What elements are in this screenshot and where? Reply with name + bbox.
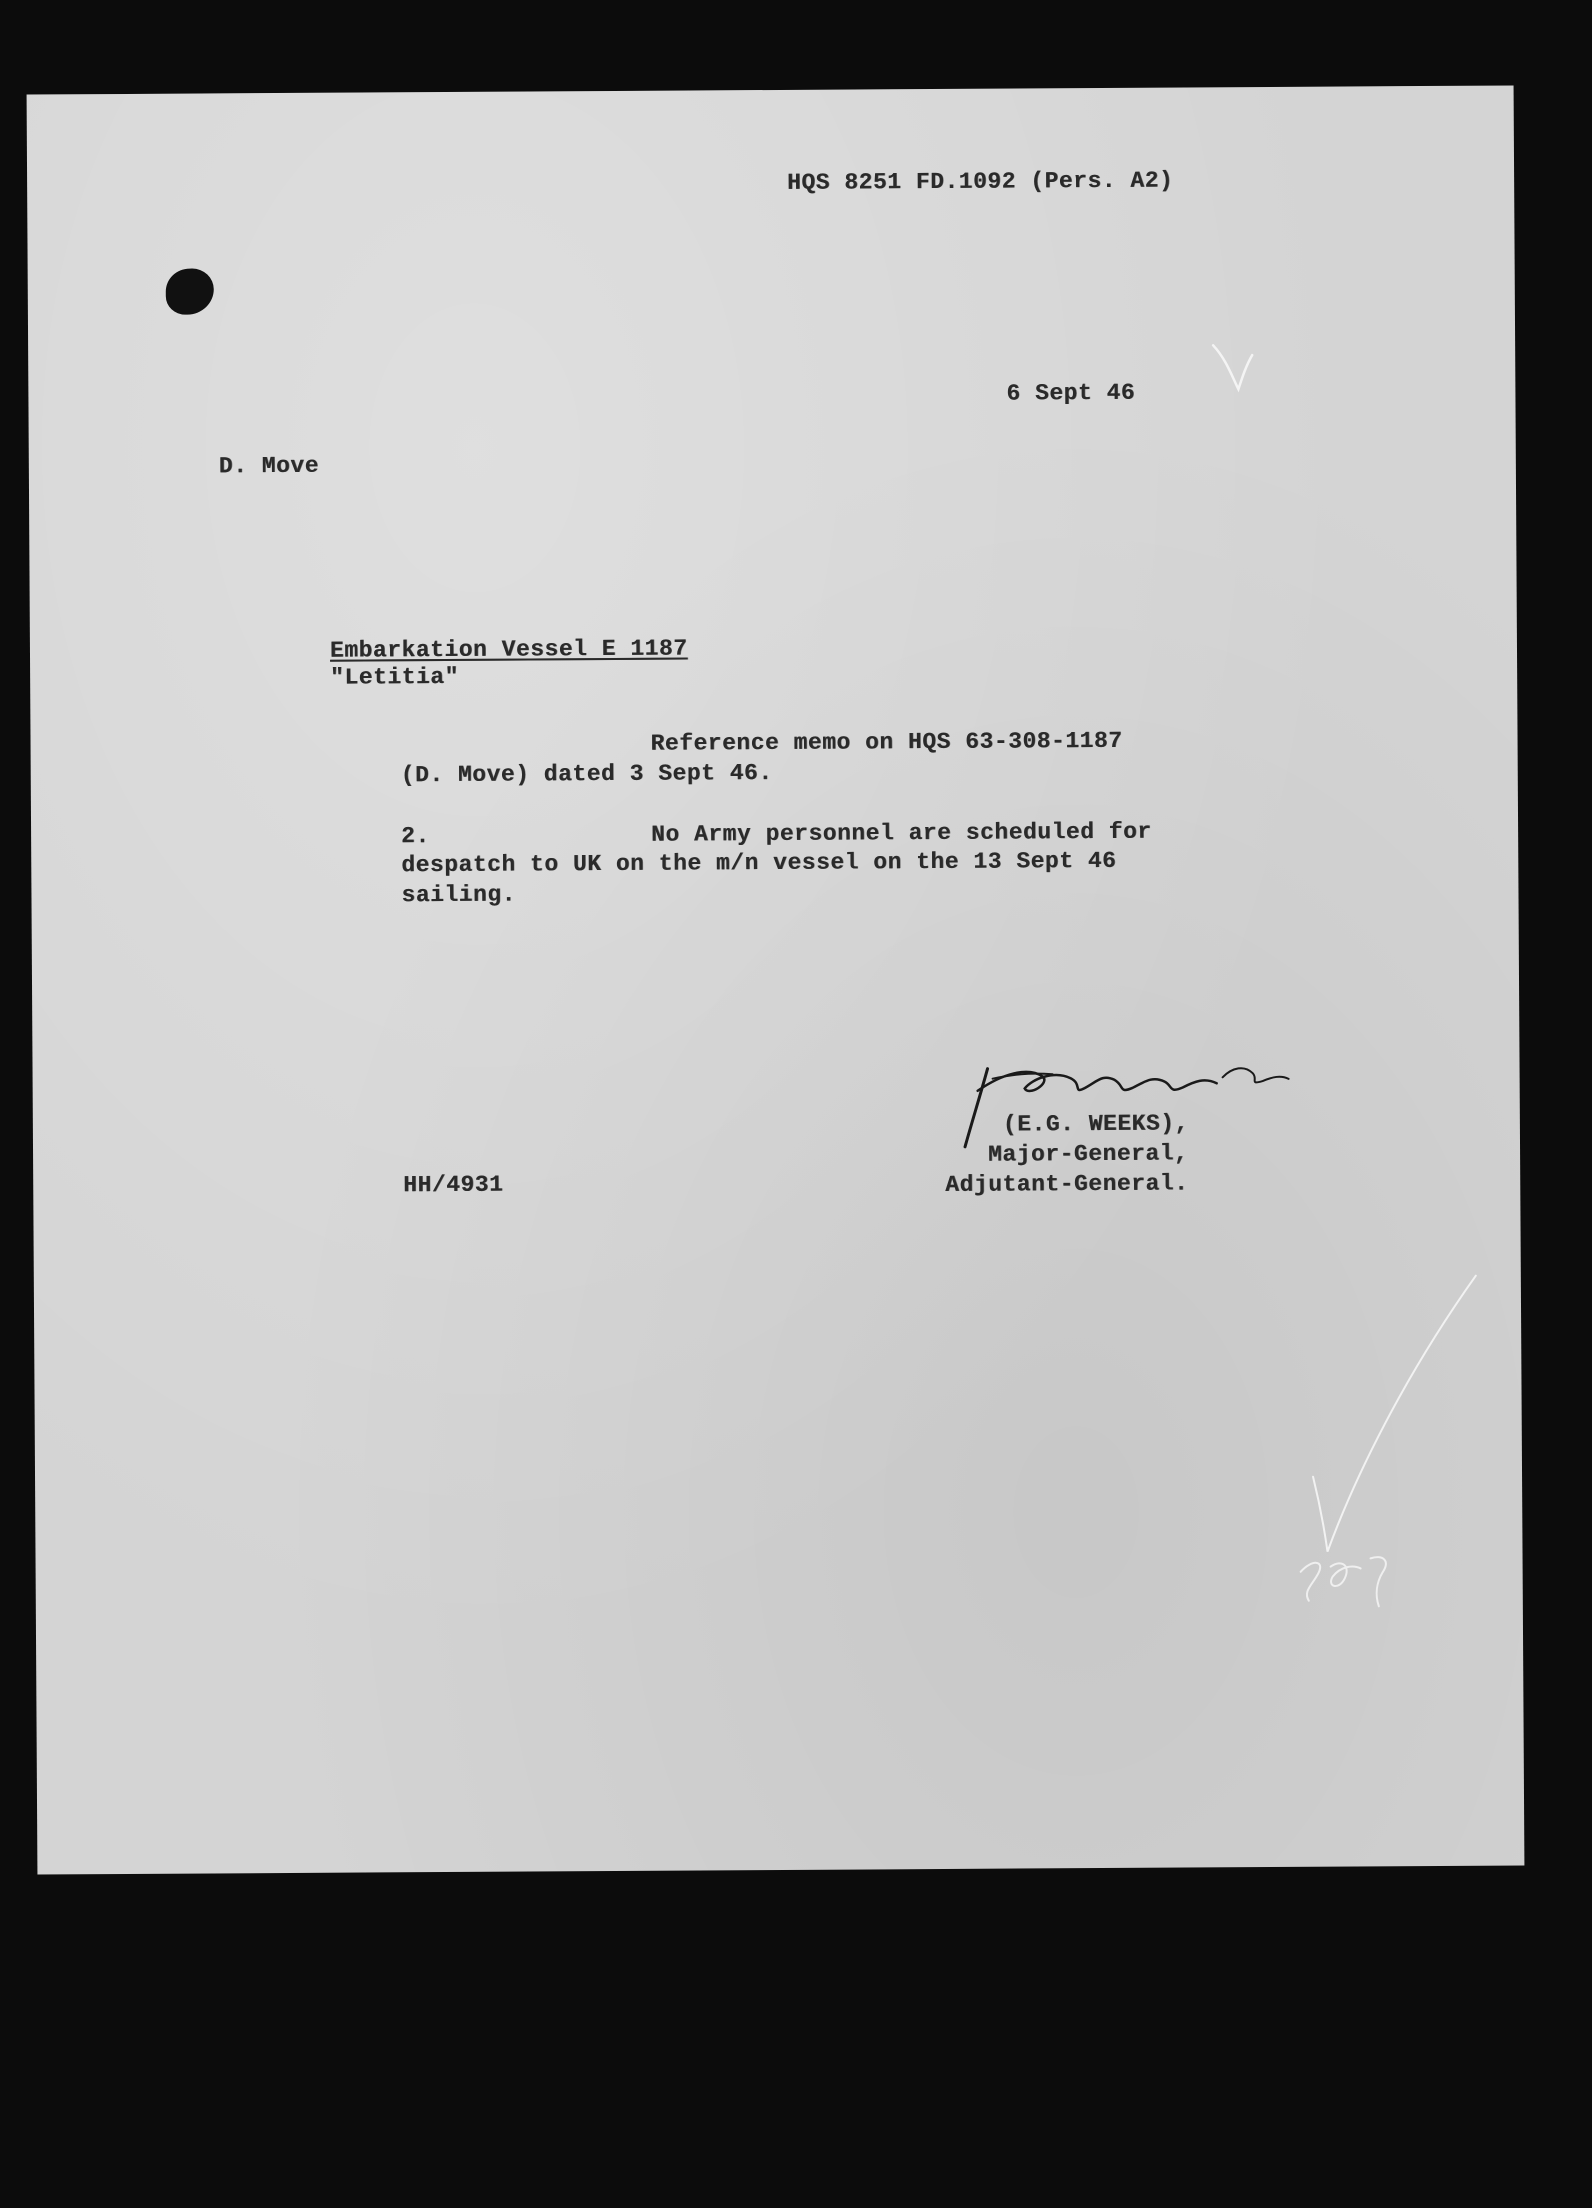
tick-mark-icon	[1304, 1266, 1486, 1567]
signatory-appointment: Adjutant-General.	[945, 1170, 1189, 1198]
file-reference: HQS 8251 FD.1092 (Pers. A2)	[787, 167, 1174, 196]
paragraph-number: 2.	[401, 823, 430, 850]
document-page	[27, 85, 1525, 1874]
subject-vessel-name: "Letitia"	[330, 663, 459, 691]
subject-line: Embarkation Vessel E 1187	[329, 635, 688, 664]
addressee: D. Move	[218, 452, 320, 480]
signatory-name: (E.G. WEEKS),	[1002, 1110, 1189, 1138]
check-mark-icon	[1208, 337, 1278, 397]
handwritten-margin-note	[1290, 1536, 1410, 1617]
paragraph-line-1: No Army personnel are scheduled for	[651, 818, 1152, 848]
paragraph-line-2: despatch to UK on the m/n vessel on the 13 Sept 46	[401, 847, 1117, 879]
memo-date: 6 Sept 46	[1006, 379, 1136, 407]
paragraph-line-3: sailing.	[401, 881, 516, 909]
reference-line-2: (D. Move) dated 3 Sept 46.	[400, 760, 773, 789]
punch-hole-mark	[166, 268, 214, 314]
file-code: HH/4931	[403, 1171, 504, 1199]
reference-line-1: Reference memo on HQS 63-308-1187	[650, 727, 1123, 757]
signatory-rank: Major-General,	[987, 1140, 1189, 1168]
